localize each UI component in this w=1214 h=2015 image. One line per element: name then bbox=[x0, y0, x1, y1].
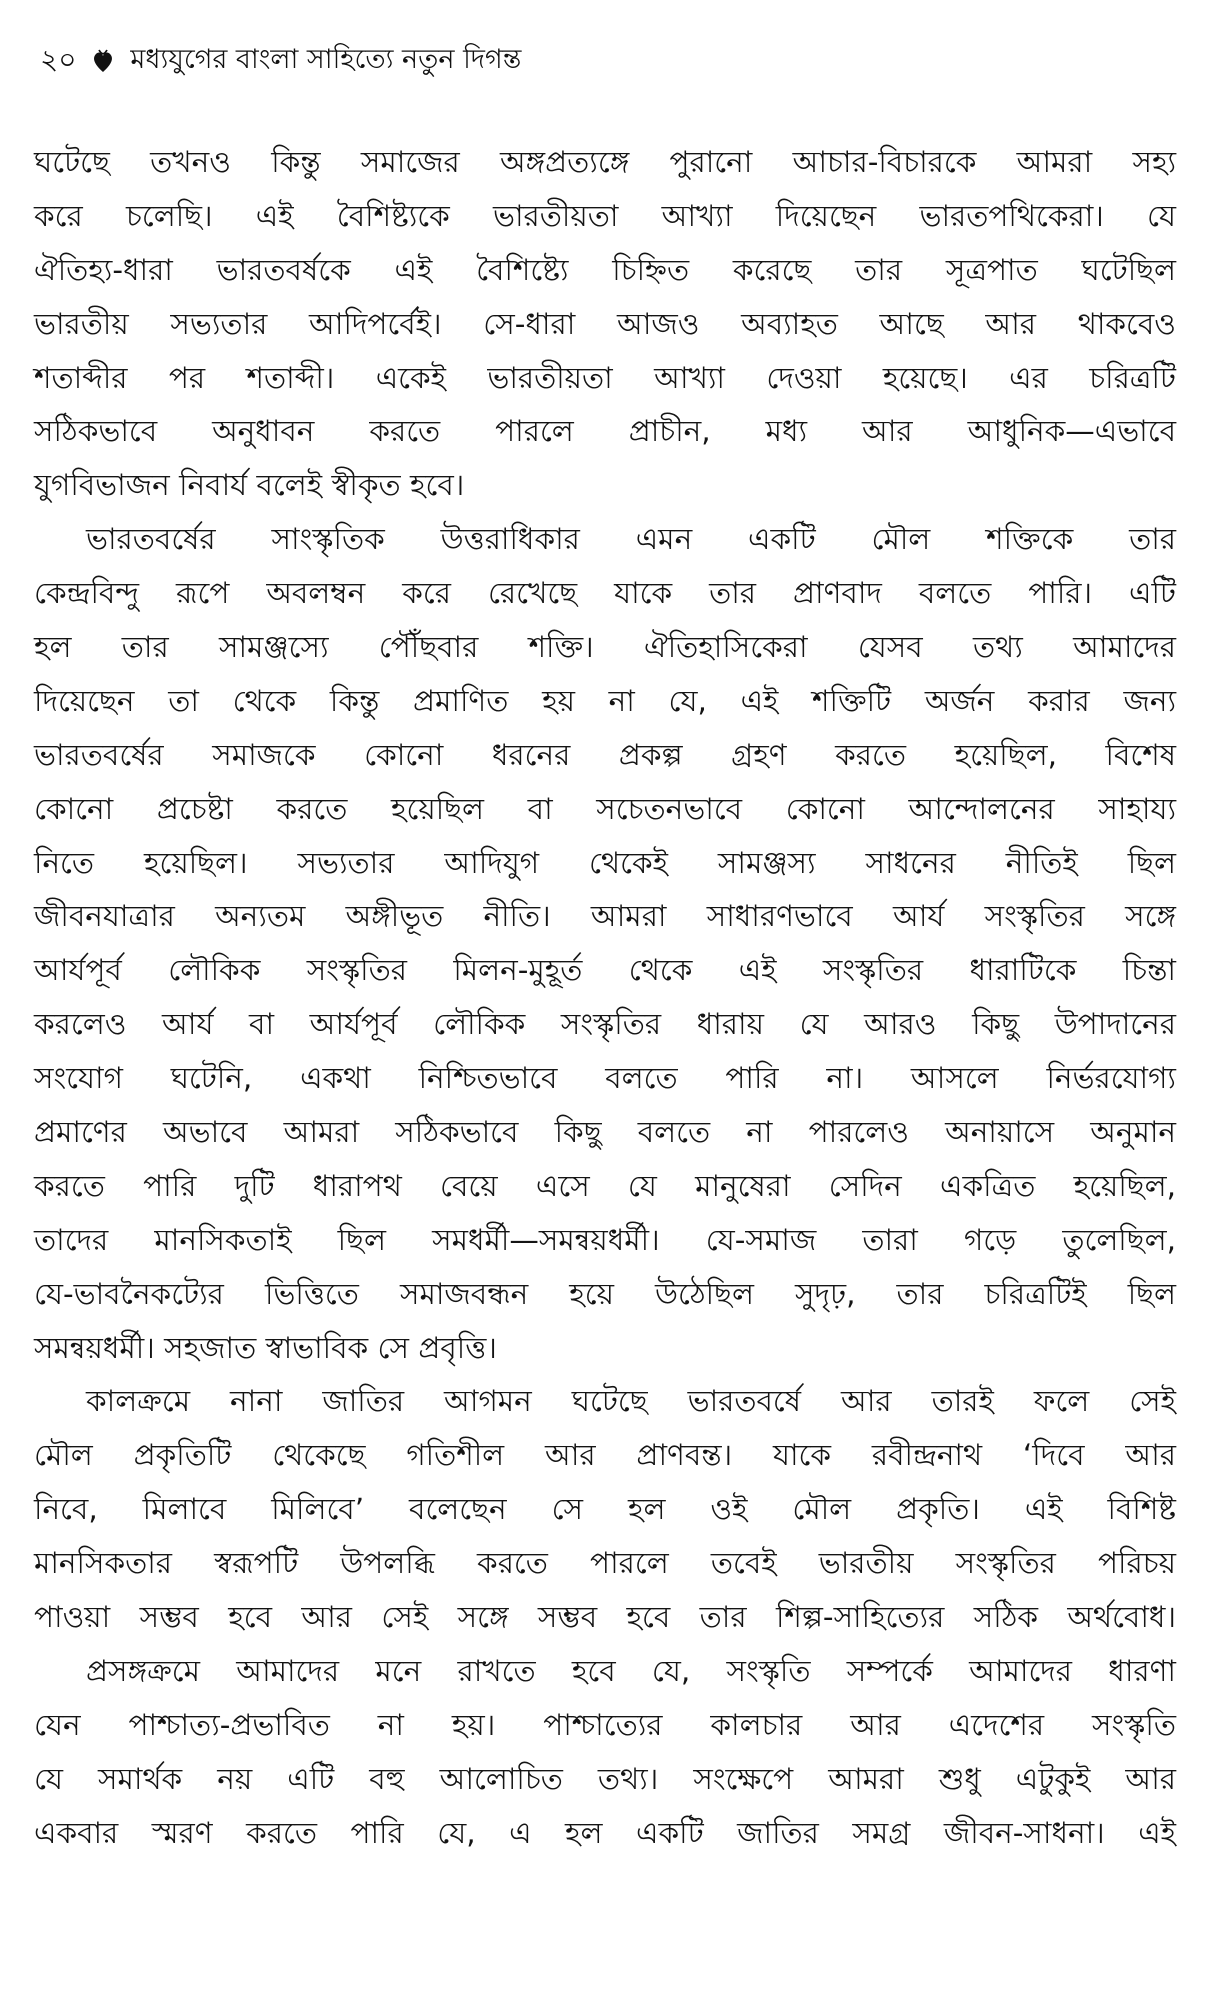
text-line: করতে পারি দুটি ধারাপথ বেয়ে এসে যে মানুষেরা সেদিন একত্রিত হয়েছিল, bbox=[34, 1168, 1176, 1203]
text-line: কেন্দ্রবিন্দু রূপে অবলম্বন করে রেখেছে যাকে তার প্রাণবাদ বলতে পারি। এটি bbox=[34, 576, 1176, 611]
text-line: করে চলেছি। এই বৈশিষ্ট্যকে ভারতীয়তা আখ্যা দিয়েছেন ভারতপথিকেরা। যে bbox=[34, 198, 1176, 233]
text-line: যে সমার্থক নয় এটি বহু আলোচিত তথ্য। সংক্ষেপে আমরা শুধু এটুকুই আর bbox=[34, 1761, 1176, 1796]
paragraph-3 bbox=[34, 1375, 1176, 1644]
paragraph-1 bbox=[34, 136, 1176, 513]
text-line: পাওয়া সম্ভব হবে আর সেই সঙ্গে সম্ভব হবে তার শিল্প-সাহিত্যের সঠিক অর্থবোধ। bbox=[34, 1600, 1176, 1635]
text-line: সংযোগ ঘটেনি, একথা নিশ্চিতভাবে বলতে পারি না। আসলে নির্ভরযোগ্য bbox=[34, 1061, 1176, 1096]
page-number: ২০ bbox=[40, 42, 77, 76]
text-line: নিবে, মিলাবে মিলিবে’ বলেছেন সে হল ওই মৌল প্রকৃতি। এই বিশিষ্ট bbox=[34, 1492, 1176, 1527]
text-line: যুগবিভাজন নিবার্য বলেই স্বীকৃত হবে। bbox=[34, 468, 465, 503]
body-text bbox=[34, 136, 1176, 1861]
text-line: জীবনযাত্রার অন্যতম অঙ্গীভূত নীতি। আমরা সাধারণভাবে আর্য সংস্কৃতির সঙ্গে bbox=[34, 899, 1176, 934]
text-line: একবার স্মরণ করতে পারি যে, এ হল একটি জাতির সমগ্র জীবন-সাধনা। এই bbox=[34, 1815, 1176, 1850]
text-line: প্রমাণের অভাবে আমরা সঠিকভাবে কিছু বলতে না পারলেও অনায়াসে অনুমান bbox=[34, 1115, 1176, 1150]
running-title: মধ্যযুগের বাংলা সাহিত্যে নতুন দিগন্ত bbox=[130, 43, 522, 75]
text-line: করলেও আর্য বা আর্যপূর্ব লৌকিক সংস্কৃতির ধারায় যে আরও কিছু উপাদানের bbox=[34, 1007, 1176, 1042]
text-line: মৌল প্রকৃতিটি থেকেছে গতিশীল আর প্রাণবন্ত। যাকে রবীন্দ্রনাথ ‘দিবে আর bbox=[34, 1438, 1176, 1473]
text-line: কোনো প্রচেষ্টা করতে হয়েছিল বা সচেতনভাবে কোনো আন্দোলনের সাহায্য bbox=[34, 791, 1176, 826]
text-line: মানসিকতার স্বরূপটি উপলব্ধি করতে পারলে তবেই ভারতীয় সংস্কৃতির পরিচয় bbox=[34, 1546, 1176, 1581]
text-line: আর্যপূর্ব লৌকিক সংস্কৃতির মিলন-মুহূর্ত থেকে এই সংস্কৃতির ধারাটিকে চিন্তা bbox=[34, 953, 1176, 988]
paragraph-4 bbox=[34, 1645, 1176, 1861]
text-line: হল তার সামঞ্জস্যে পৌঁছবার শক্তি। ঐতিহাসিকেরা যেসব তথ্য আমাদের bbox=[34, 630, 1176, 665]
text-line: তাদের মানসিকতাই ছিল সমধর্মী—সমন্বয়ধর্মী। যে-সমাজ তারা গড়ে তুলেছিল, bbox=[34, 1222, 1176, 1257]
text-line: ভারতবর্ষের সাংস্কৃতিক উত্তরাধিকার এমন একটি মৌল শক্তিকে তার bbox=[86, 522, 1176, 557]
text-line: প্রসঙ্গক্রমে আমাদের মনে রাখতে হবে যে, সংস্কৃতি সম্পর্কে আমাদের ধারণা bbox=[86, 1653, 1176, 1688]
text-line: যে-ভাবনৈকট্যের ভিত্তিতে সমাজবন্ধন হয়ে উঠেছিল সুদৃঢ়, তার চরিত্রটিই ছিল bbox=[34, 1276, 1176, 1311]
leaf-ornament-icon bbox=[90, 48, 116, 74]
text-line: সমন্বয়ধর্মী। সহজাত স্বাভাবিক সে প্রবৃত্তি। bbox=[34, 1330, 497, 1365]
text-line: ঐতিহ্য-ধারা ভারতবর্ষকে এই বৈশিষ্ট্যে চিহ্নিত করেছে তার সূত্রপাত ঘটেছিল bbox=[34, 252, 1176, 287]
running-header bbox=[40, 36, 521, 86]
text-line: সঠিকভাবে অনুধাবন করতে পারলে প্রাচীন, মধ্য আর আধুনিক—এভাবে bbox=[34, 414, 1176, 449]
text-line: শতাব্দীর পর শতাব্দী। একেই ভারতীয়তা আখ্যা দেওয়া হয়েছে। এর চরিত্রটি bbox=[34, 360, 1176, 395]
text-line: নিতে হয়েছিল। সভ্যতার আদিযুগ থেকেই সামঞ্জস্য সাধনের নীতিই ছিল bbox=[34, 845, 1176, 880]
text-line: ঘটেছে তখনও কিন্তু সমাজের অঙ্গপ্রত্যঙ্গে পুরানো আচার-বিচারকে আমরা সহ্য bbox=[34, 145, 1176, 179]
text-line: দিয়েছেন তা থেকে কিন্তু প্রমাণিত হয় না যে, এই শক্তিটি অর্জন করার জন্য bbox=[34, 683, 1176, 718]
paragraph-2 bbox=[34, 513, 1176, 1375]
text-line: ভারতবর্ষের সমাজকে কোনো ধরনের প্রকল্প গ্রহণ করতে হয়েছিল, বিশেষ bbox=[34, 737, 1176, 772]
text-line: ভারতীয় সভ্যতার আদিপর্বেই। সে-ধারা আজও অব্যাহত আছে আর থাকবেও bbox=[34, 306, 1176, 341]
text-line: কালক্রমে নানা জাতির আগমন ঘটেছে ভারতবর্ষে আর তারই ফলে সেই bbox=[86, 1384, 1176, 1419]
text-line: যেন পাশ্চাত্য-প্রভাবিত না হয়। পাশ্চাত্যের কালচার আর এদেশের সংস্কৃতি bbox=[34, 1707, 1176, 1742]
